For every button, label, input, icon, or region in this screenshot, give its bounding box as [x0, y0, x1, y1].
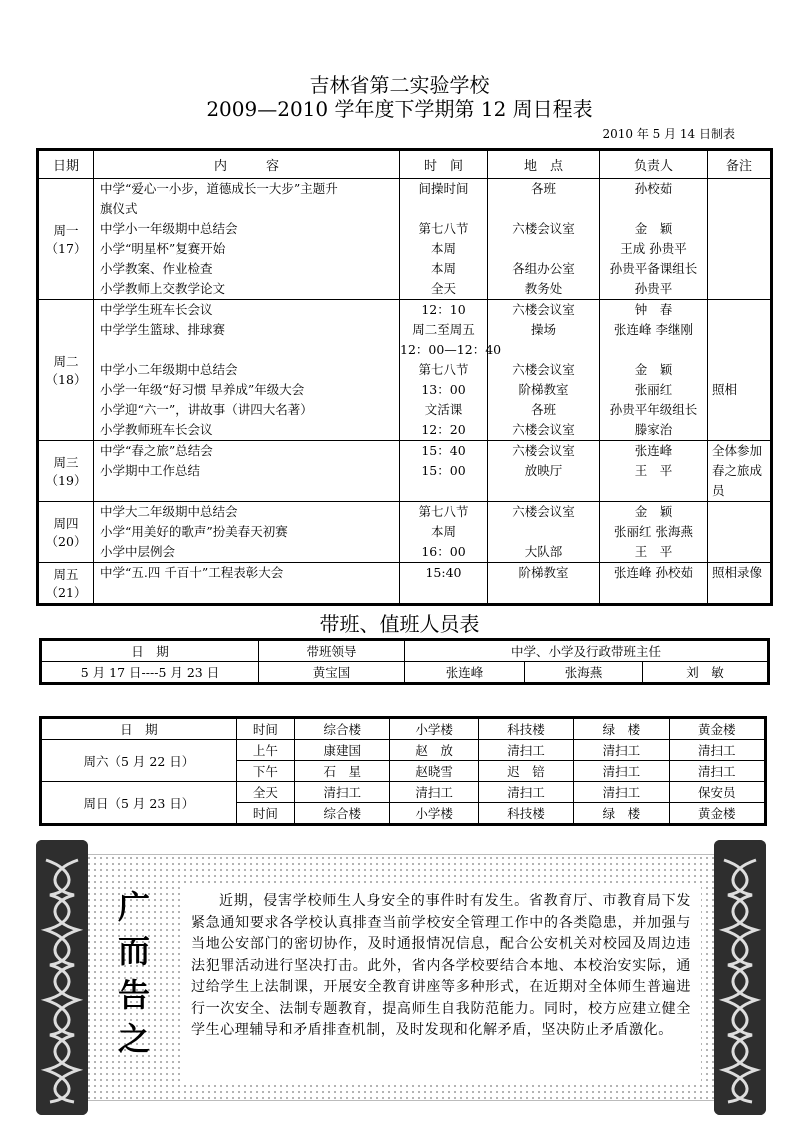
- schedule-note: [708, 502, 770, 522]
- schedule-time: 周二至周五: [412, 322, 475, 337]
- schedule-person: 张连峰 李继刚: [614, 322, 693, 337]
- duty-table: [39, 638, 770, 685]
- notice-board: [36, 840, 766, 1115]
- schedule-header-row: [38, 150, 772, 179]
- day-number: （20）: [45, 534, 87, 549]
- schedule-person: 孙校茹: [634, 181, 673, 196]
- day-label: 周一: [53, 223, 79, 238]
- roster-h-building: 科技楼: [478, 718, 573, 740]
- notice-title-char: 告: [117, 976, 150, 1014]
- schedule-content: 中学小一年级期中总结会: [100, 221, 238, 236]
- schedule-time: 15：00: [421, 463, 466, 478]
- roster-row: [41, 782, 766, 803]
- schedule-content-cell: [94, 179, 400, 300]
- schedule-place: [488, 522, 599, 542]
- schedule-note: [708, 320, 770, 340]
- schedule-content: 小学迎“六一”，讲故事（讲四大名著）: [100, 402, 313, 417]
- schedule-person: 张连峰: [634, 443, 673, 458]
- schedule-content: 中学“春之旅”总结会: [100, 443, 213, 458]
- roster-cell: 科技楼: [478, 803, 573, 825]
- issue-date: 2010 年 5 月 14 日制表: [602, 127, 735, 141]
- schedule-time: 第七八节: [418, 221, 469, 236]
- schedule-place: [488, 239, 599, 259]
- schedule-note: [708, 583, 770, 603]
- schedule-place: [488, 583, 599, 603]
- schedule-note-cell: [708, 502, 772, 563]
- duty-date: 5 月 17 日----5 月 23 日: [41, 662, 259, 684]
- schedule-time: 本周: [430, 524, 456, 539]
- schedule-content: 旗仪式: [100, 201, 138, 216]
- schedule-person: 王 平: [634, 544, 673, 559]
- roster-cell: 赵晓雪: [390, 761, 478, 782]
- schedule-content-cell: [94, 300, 400, 441]
- schedule-time: 12：00—12：40: [400, 342, 502, 357]
- roster-h-building: 综合楼: [295, 718, 390, 740]
- roster-day: 周六（5 月 22 日）: [41, 740, 237, 782]
- duty-title: 带班、值班人员表: [319, 612, 480, 636]
- roster-cell: 黄金楼: [669, 803, 765, 825]
- schedule-place: 操场: [530, 322, 556, 337]
- roster-cell: 绿 楼: [574, 803, 669, 825]
- schedule-person: 金 颖: [634, 362, 673, 377]
- schedule-content: 中学“五.四 千百十”工程表彰大会: [100, 565, 284, 580]
- roster-h-building: 绿 楼: [574, 718, 669, 740]
- roster-cell: 清扫工: [574, 761, 669, 782]
- roster-cell: 清扫工: [669, 740, 765, 761]
- schedule-time: [400, 481, 487, 501]
- schedule-time: 本周: [430, 241, 456, 256]
- schedule-place: 阶梯教室: [518, 382, 569, 397]
- notice-title-char: 而: [117, 932, 150, 970]
- duty-leader: 黄宝国: [259, 662, 405, 684]
- schedule-place: [488, 481, 599, 501]
- schedule-person-cell: [600, 502, 708, 563]
- duty-h-date: 日 期: [41, 640, 259, 662]
- duty-h-staff: 中学、小学及行政带班主任: [405, 640, 769, 662]
- roster-cell: 清扫工: [574, 782, 669, 803]
- schedule-note-cell: [708, 563, 772, 605]
- schedule-day-row: [38, 563, 772, 605]
- schedule-person: [600, 583, 707, 603]
- roster-h-date: 日 期: [41, 718, 237, 740]
- schedule-person: 孙贵平年级组长: [609, 402, 698, 417]
- schedule-place: [488, 199, 599, 219]
- schedule-time: [400, 583, 487, 603]
- day-label: 周五: [53, 567, 79, 582]
- schedule-place: 放映厅: [524, 463, 563, 478]
- schedule-note: [708, 360, 770, 380]
- roster-cell: 康建国: [295, 740, 390, 761]
- schedule-place: 六楼会议室: [512, 504, 575, 519]
- schedule-person: 王成 孙贵平: [620, 241, 687, 256]
- schedule-time: 间操时间: [418, 181, 469, 196]
- schedule-time: 文活课: [424, 402, 463, 417]
- schedule-time: 15:40: [425, 565, 462, 580]
- schedule-time: 16：00: [421, 544, 466, 559]
- schedule-content: [94, 340, 399, 360]
- col-place: 地 点: [488, 150, 600, 179]
- roster-cell: 赵 放: [390, 740, 478, 761]
- schedule-content: 小学教师班车长会议: [100, 422, 213, 437]
- schedule-person-cell: [600, 563, 708, 605]
- schedule-day-row: [38, 502, 772, 563]
- roster-cell: 综合楼: [295, 803, 390, 825]
- duty-staff: 张海燕: [525, 662, 643, 684]
- roster-cell: 清扫工: [478, 740, 573, 761]
- schedule-place: 各班: [530, 181, 556, 196]
- schedule-content: 中学学生篮球、排球赛: [100, 322, 226, 337]
- schedule-content: 小学“明星杯”复赛开始: [100, 241, 226, 256]
- schedule-note: 春之旅成: [712, 463, 763, 478]
- day-number: （19）: [45, 473, 87, 488]
- roster-cell: 石 星: [295, 761, 390, 782]
- schedule-place: 阶梯教室: [518, 565, 569, 580]
- schedule-note: 全体参加: [712, 443, 763, 458]
- schedule-place: 各班: [530, 402, 556, 417]
- roster-cell: 清扫工: [390, 782, 478, 803]
- schedule-place: 大队部: [524, 544, 563, 559]
- day-label: 周三: [53, 455, 79, 470]
- roster-row: [41, 740, 766, 761]
- weekend-roster-table: [39, 716, 767, 826]
- schedule-time: 15：40: [421, 443, 466, 458]
- schedule-content: [94, 481, 399, 501]
- roster-cell: 清扫工: [574, 740, 669, 761]
- school-name: 吉林省第二实验学校: [309, 73, 490, 97]
- notice-text: 近期，侵害学校师生人身安全的事件时有发生。省教育厅、市教育局下发紧急通知要求各学校认真排查当前学校安全管理工作中的各类隐患，并加强与当地公安部门的密切协作，及时通报情况信息，配合公安机关对校园及周边违法犯罪活动进行坚决打击。此外，省内各学校要结合本地、本校治安实际，通过给学生上法制课，开展安全教育讲座等多种形式，在近期对全体师生普遍进行一次安全、法制专题教育，提高师生自我防范能力。同时，校方应建立健全学生心理辅导和矛盾排查机制，及时发现和化解矛盾，坚决防止矛盾激化。: [181, 885, 701, 1085]
- schedule-note: [708, 259, 770, 279]
- schedule-content: 中学“爱心一小步，道德成长一大步”主题升: [100, 181, 338, 196]
- roster-cell: 下午: [236, 761, 294, 782]
- roster-cell: 小学楼: [390, 803, 478, 825]
- day-cell: [38, 179, 94, 300]
- schedule-time: [400, 199, 487, 219]
- schedule-day-row: [38, 300, 772, 441]
- schedule-place-cell: [488, 563, 600, 605]
- schedule-time: 第七八节: [418, 504, 469, 519]
- schedule-time: 13：00: [421, 382, 466, 397]
- schedule-place-cell: [488, 300, 600, 441]
- schedule-note: [708, 279, 770, 299]
- schedule-time: 12：20: [421, 422, 466, 437]
- schedule-time: 第七八节: [418, 362, 469, 377]
- schedule-note: 照相录像: [712, 565, 763, 580]
- schedule-time: 全天: [430, 281, 456, 296]
- schedule-place: 六楼会议室: [512, 302, 575, 317]
- schedule-day-row: [38, 179, 772, 300]
- col-person: 负责人: [600, 150, 708, 179]
- duty-staff: 张连峰: [405, 662, 525, 684]
- schedule-person-cell: [600, 300, 708, 441]
- roster-cell: 清扫工: [478, 782, 573, 803]
- day-label: 周二: [53, 354, 79, 369]
- schedule-note: [708, 219, 770, 239]
- schedule-note: 照相: [712, 382, 738, 397]
- schedule-place: 六楼会议室: [512, 422, 575, 437]
- schedule-note: [708, 239, 770, 259]
- schedule-note: 员: [712, 483, 725, 498]
- schedule-day-row: [38, 441, 772, 502]
- schedule-note: [708, 199, 770, 219]
- schedule-person: 张连峰 孙校茹: [614, 565, 693, 580]
- duty-staff: 刘 敏: [643, 662, 769, 684]
- schedule-content: 小学教案、作业检查: [100, 261, 213, 276]
- duty-row: [41, 662, 769, 684]
- schedule-person: 张丽红: [634, 382, 673, 397]
- schedule-place: 各组办公室: [512, 261, 575, 276]
- schedule-note-cell: [708, 300, 772, 441]
- schedule-time-cell: [400, 300, 502, 441]
- schedule-place: 六楼会议室: [512, 221, 575, 236]
- weekly-schedule-table: [36, 148, 773, 606]
- schedule-content-cell: [94, 563, 400, 605]
- schedule-note: [708, 542, 770, 562]
- roster-cell: 清扫工: [669, 761, 765, 782]
- day-cell: [38, 502, 94, 563]
- duty-h-leader: 带班领导: [259, 640, 405, 662]
- schedule-person: [600, 481, 707, 501]
- schedule-place-cell: [488, 441, 600, 502]
- roster-cell: 时间: [236, 803, 294, 825]
- schedule-time-cell: [400, 179, 488, 300]
- schedule-place-cell: [488, 179, 600, 300]
- schedule-person: 孙贵平备课组长: [609, 261, 698, 276]
- schedule-person: [600, 199, 707, 219]
- schedule-content: 中学小二年级期中总结会: [100, 362, 238, 377]
- notice-title-char: 之: [117, 1020, 150, 1058]
- schedule-place: 教务处: [524, 281, 563, 296]
- schedule-person: [600, 340, 707, 360]
- roster-cell: 迟 锫: [478, 761, 573, 782]
- schedule-place-cell: [488, 502, 600, 563]
- schedule-person: 金 颖: [634, 221, 673, 236]
- roster-cell: 清扫工: [295, 782, 390, 803]
- schedule-content-cell: [94, 441, 400, 502]
- schedule-note: [708, 522, 770, 542]
- schedule-note: [708, 300, 770, 320]
- col-time: 时 间: [400, 150, 488, 179]
- day-cell: [38, 441, 94, 502]
- day-label: 周四: [53, 516, 79, 531]
- schedule-content: 小学“用美好的歌声”扮美春天初赛: [100, 524, 288, 539]
- left-scroll-ornament-icon: [36, 840, 88, 1115]
- schedule-person: 钟 春: [634, 302, 673, 317]
- schedule-person: 金 颖: [634, 504, 673, 519]
- schedule-person: 王 平: [634, 463, 673, 478]
- right-scroll-ornament-icon: [714, 840, 766, 1115]
- schedule-content: [94, 583, 399, 603]
- schedule-place: [488, 340, 599, 360]
- col-note: 备注: [708, 150, 772, 179]
- roster-h-building: 小学楼: [390, 718, 478, 740]
- day-number: （17）: [45, 241, 87, 256]
- schedule-note: [708, 400, 770, 420]
- roster-cell: 保安员: [669, 782, 765, 803]
- roster-cell: 上午: [236, 740, 294, 761]
- day-cell: [38, 300, 94, 441]
- schedule-person-cell: [600, 179, 708, 300]
- roster-cell: 全天: [236, 782, 294, 803]
- roster-day: 周日（5 月 23 日）: [41, 782, 237, 825]
- day-cell: [38, 563, 94, 605]
- schedule-content: 小学一年级“好习惯 早养成”年级大会: [100, 382, 305, 397]
- schedule-content: 小学教师上交教学论文: [100, 281, 226, 296]
- schedule-person-cell: [600, 441, 708, 502]
- schedule-content: 小学中层例会: [100, 544, 176, 559]
- notice-title: [114, 885, 154, 1061]
- schedule-content: 中学大二年级期中总结会: [100, 504, 238, 519]
- schedule-content: 小学期中工作总结: [100, 463, 201, 478]
- roster-header-row: [41, 718, 766, 740]
- schedule-note: [708, 420, 770, 440]
- schedule-note: [708, 340, 770, 360]
- schedule-person: 孙贵平: [634, 281, 673, 296]
- schedule-time-cell: [400, 441, 488, 502]
- page-title: 2009—2010 学年度下学期第 12 周日程表: [206, 97, 593, 121]
- notice-title-char: 广: [117, 888, 150, 926]
- duty-header-row: [41, 640, 769, 662]
- schedule-time: 12：10: [421, 302, 466, 317]
- roster-h-time: 时间: [236, 718, 294, 740]
- col-date: 日期: [38, 150, 94, 179]
- day-number: （18）: [45, 372, 87, 387]
- schedule-person: 张丽红 张海燕: [614, 524, 693, 539]
- roster-h-building: 黄金楼: [669, 718, 765, 740]
- schedule-note: [708, 179, 770, 199]
- day-number: （21）: [45, 585, 87, 600]
- schedule-place: 六楼会议室: [512, 443, 575, 458]
- schedule-place: 六楼会议室: [512, 362, 575, 377]
- schedule-time-cell: [400, 563, 488, 605]
- schedule-time-cell: [400, 502, 488, 563]
- schedule-time: 本周: [430, 261, 456, 276]
- col-content: 内 容: [94, 150, 400, 179]
- schedule-person: 滕家治: [634, 422, 673, 437]
- schedule-content: 中学学生班车长会议: [100, 302, 213, 317]
- schedule-note-cell: [708, 179, 772, 300]
- schedule-note-cell: [708, 441, 772, 502]
- schedule-content-cell: [94, 502, 400, 563]
